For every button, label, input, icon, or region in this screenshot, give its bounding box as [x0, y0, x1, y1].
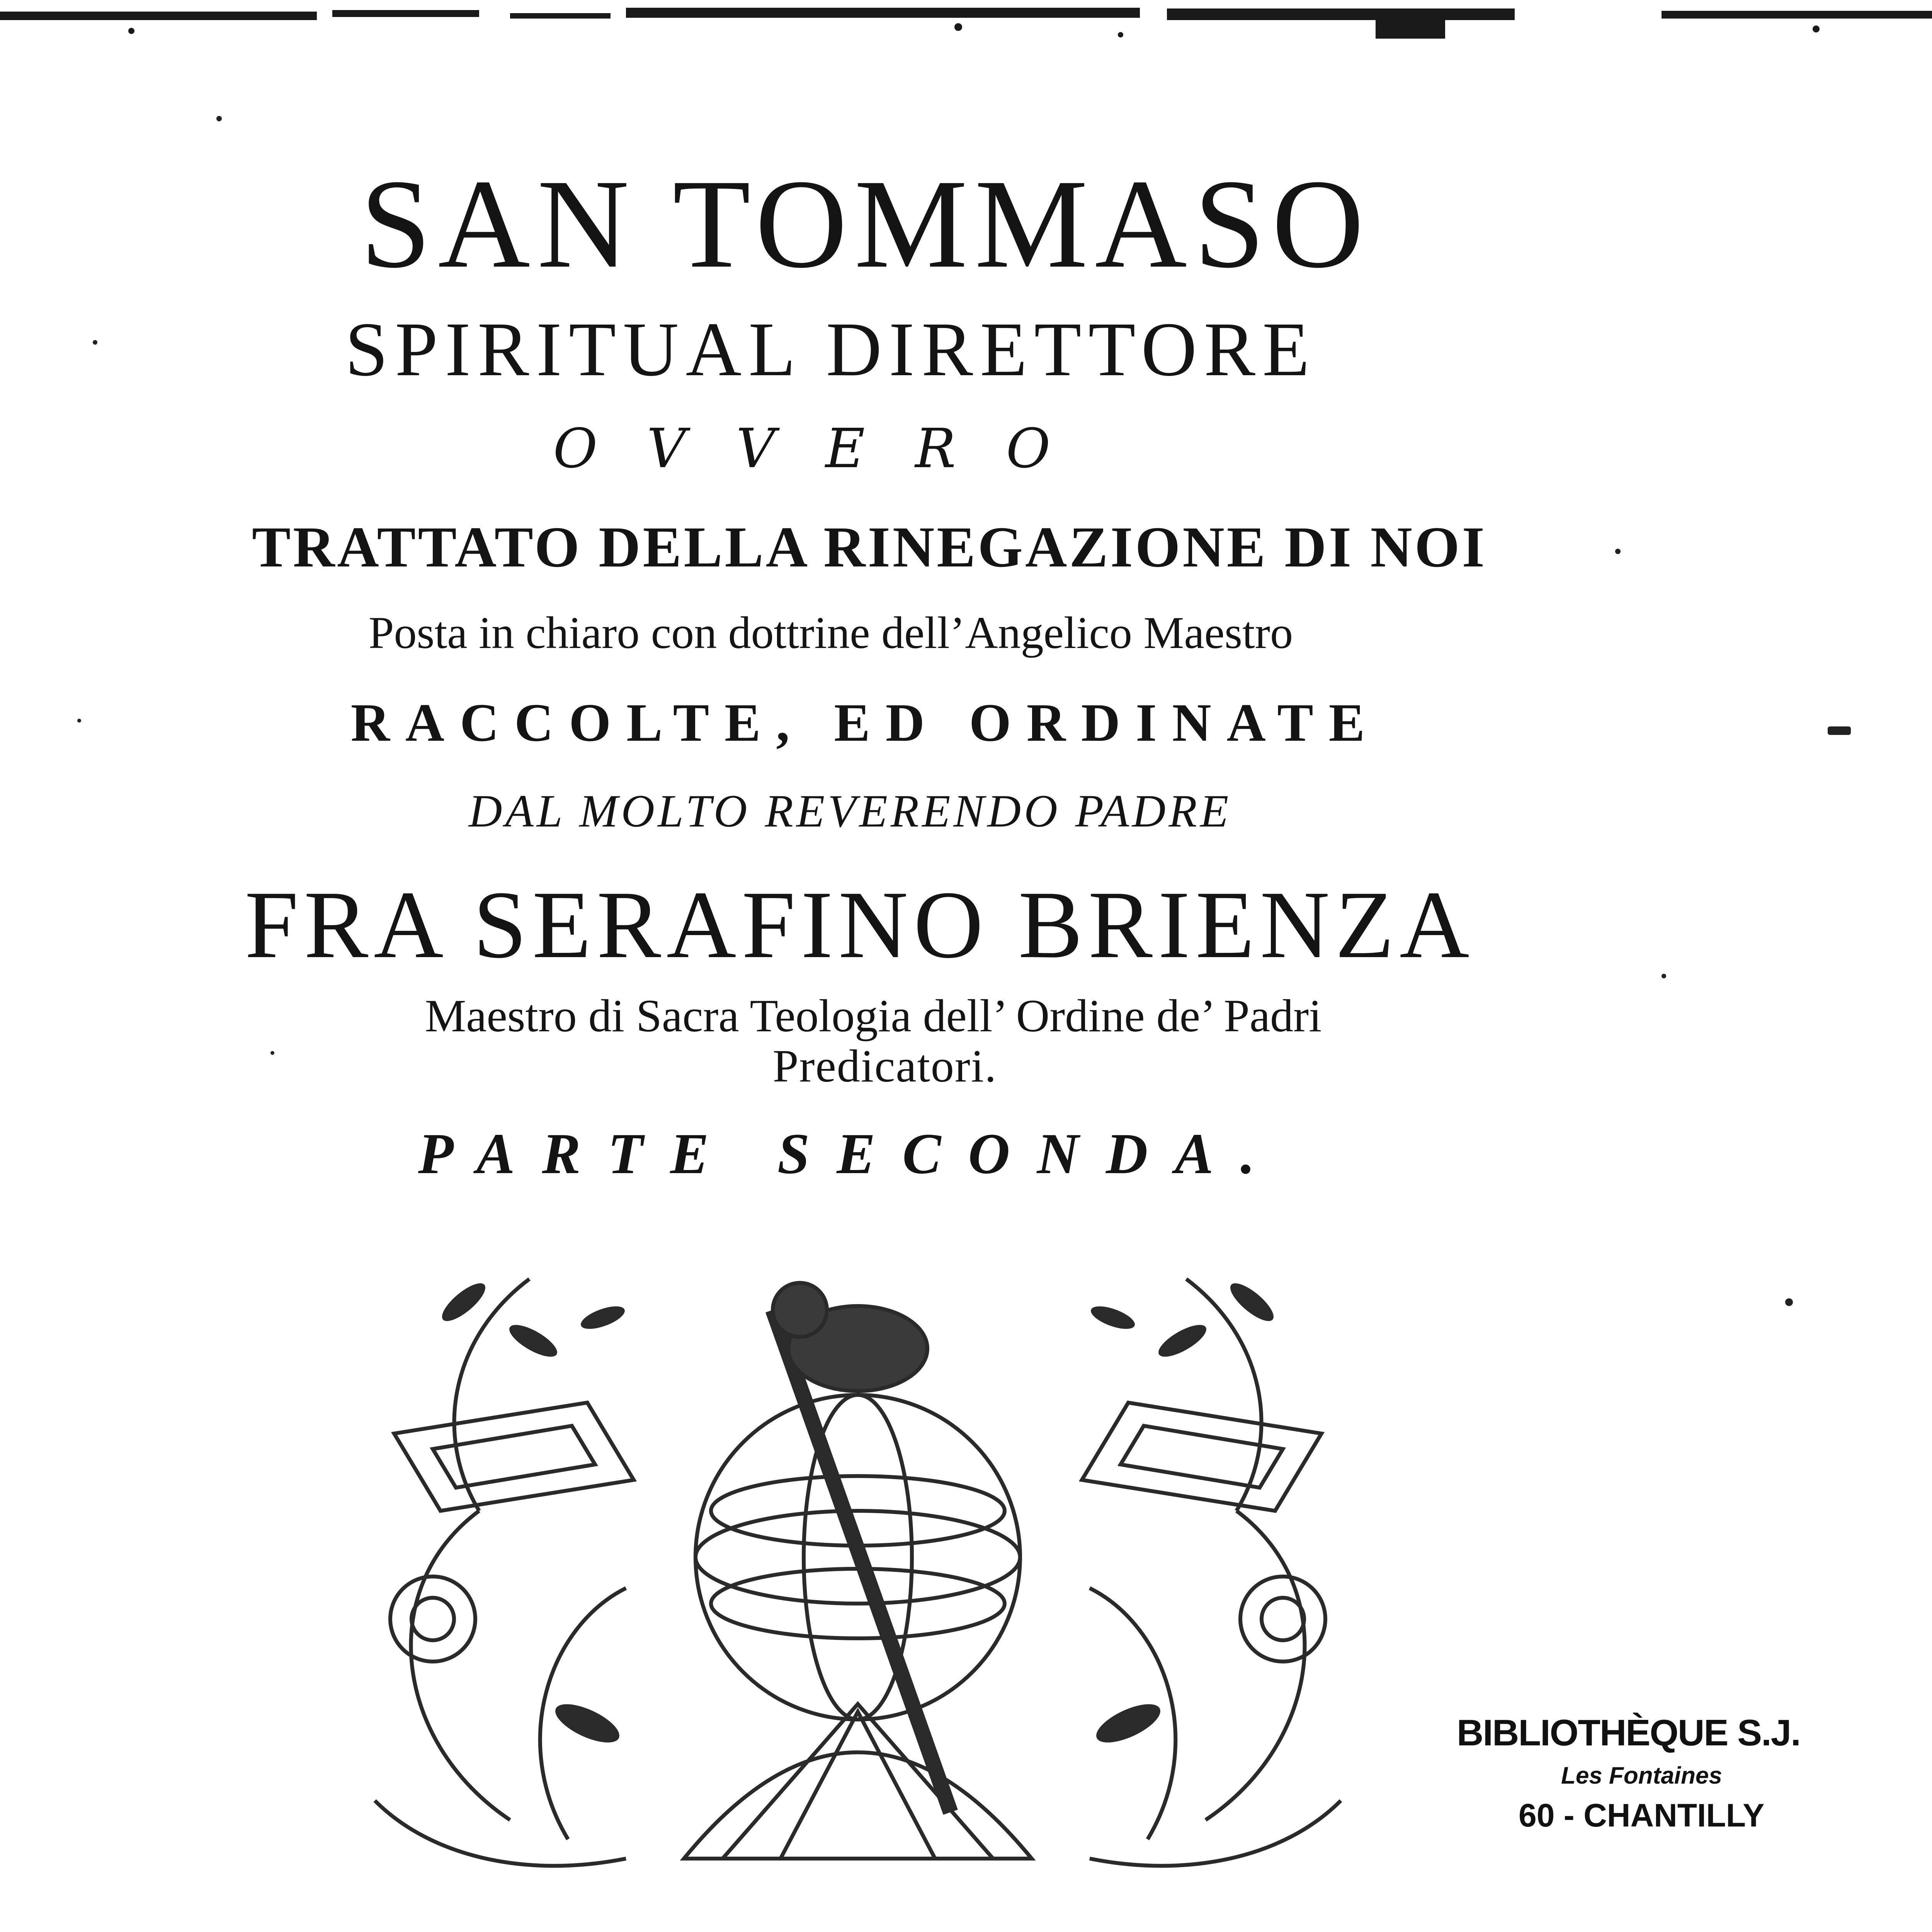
print-speck	[77, 719, 81, 723]
raccolte-line: RACCOLTE, ED ORDINATE	[350, 693, 1381, 753]
library-stamp	[1453, 1712, 1839, 1882]
print-speck	[270, 1051, 274, 1055]
top-border-strip	[0, 0, 1932, 46]
treatise-line: TRATTATO DELLA RINEGAZIONE DI NOI	[252, 515, 1487, 579]
author-title-line-1: Maestro di Sacra Teologia dell’ Ordine de’ Padri	[425, 990, 1322, 1041]
part-label: PARTE SECONDA.	[418, 1122, 1282, 1186]
stamp-line-3: 60 - CHANTILLY	[1519, 1797, 1765, 1833]
print-speck	[1828, 726, 1851, 735]
posta-line: Posta in chiaro con dottrine dell’Angelico Maestro	[368, 607, 1293, 658]
stamp-line-2: Les Fontaines	[1561, 1762, 1722, 1789]
printer-ornament-armillary-icon	[317, 1240, 1399, 1932]
print-speck	[1615, 549, 1621, 554]
ovvero-line: OVVERO	[553, 417, 1101, 480]
author-name: FRA SERAFINO BRIENZA	[245, 871, 1475, 978]
author-title-line-2: Predicatori.	[772, 1040, 997, 1092]
print-speck	[93, 340, 97, 345]
print-speck	[1662, 974, 1666, 978]
book-title: SAN TOMMASO	[360, 153, 1371, 294]
print-speck	[216, 116, 222, 121]
dal-line: DAL MOLTO REVERENDO PADRE	[468, 785, 1232, 837]
stamp-line-1: BIBLIOTHÈQUE S.J.	[1457, 1712, 1800, 1753]
book-subtitle: SPIRITUAL DIRETTORE	[345, 307, 1317, 392]
print-speck	[1785, 1298, 1793, 1306]
